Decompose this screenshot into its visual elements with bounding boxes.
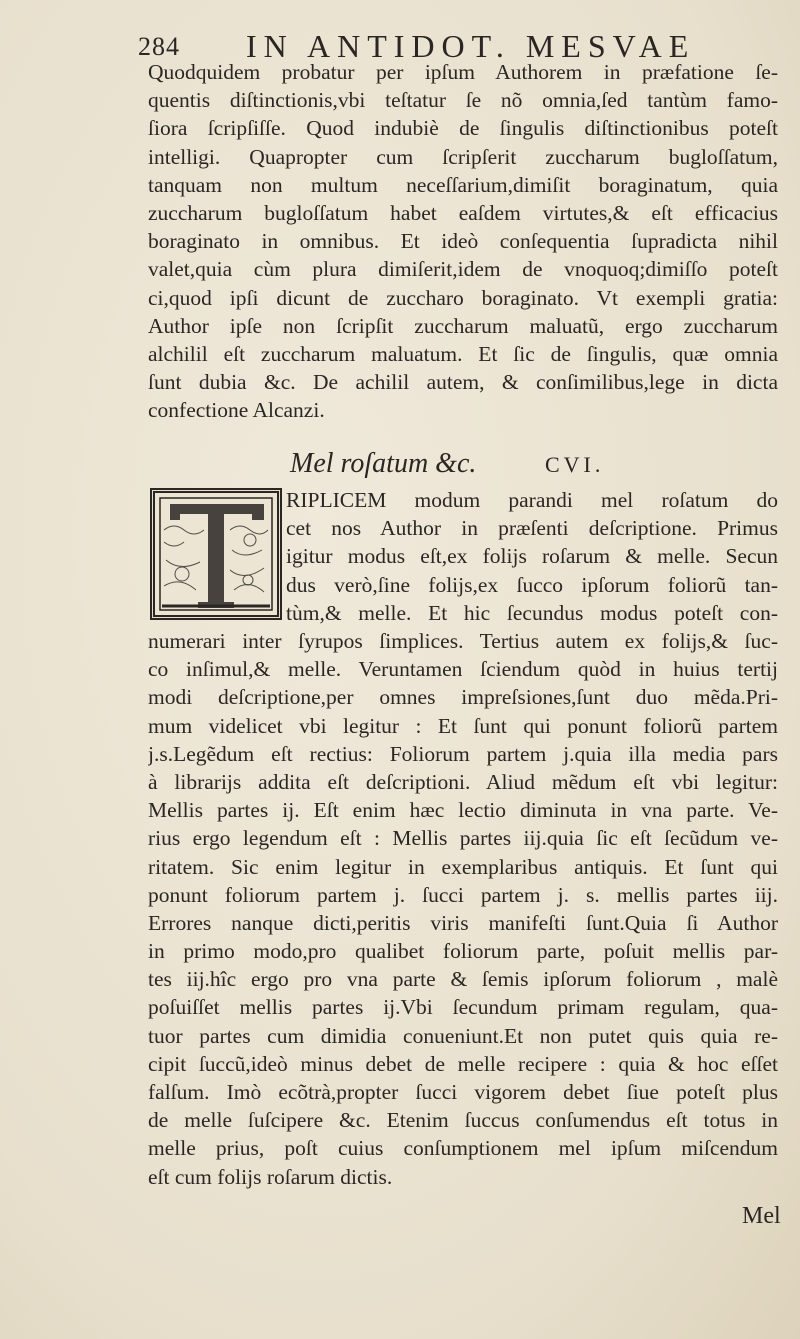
- text-line: Quodquidem probatur per ipſum Authorem in præfatione ſe-: [148, 60, 778, 84]
- running-title: IN ANTIDOT. MESVAE: [246, 28, 696, 64]
- text-line: cet nos Author in præſenti deſcriptione. Primus: [286, 516, 778, 541]
- text-line: rius ergo legendum eſt : Mellis partes iij.quia ſic eſt ſecũdum ve-: [148, 826, 778, 851]
- text-line: igitur modus eſt,ex folijs roſarum & melle. Secun: [286, 544, 778, 569]
- text-line: numerari inter ſyrupos ſimplices. Tertius autem ex folijs,& ſuc-: [148, 629, 778, 653]
- text-line: de melle ſuſcipere &c. Etenim ſuccus conſumendus eſt totus in: [148, 1108, 778, 1133]
- running-head: [138, 22, 778, 62]
- text-line: j.s.Legẽdum eſt rectius: Foliorum partem j.quia illa media pars: [148, 741, 778, 766]
- text-line: co inſimul,& melle. Veruntamen ſciendum quòd in huius tertij: [148, 657, 778, 682]
- text-line: ſiora ſcripſiſſe. Quod indubiè de ſingulis diſtinctionibus poteſt: [148, 116, 778, 141]
- text-line: dus verò,ſine folijs,ex ſucco ipſorum foliorũ tan-: [286, 572, 778, 597]
- page-number: 284: [138, 32, 180, 61]
- text-line: tuor partes cum dimidia conueniunt.Et non putet quis quia re-: [148, 1023, 778, 1048]
- text-line: à librarijs addita eſt deſcriptioni. Aliud mẽdum eſt vbi legitur:: [148, 769, 778, 794]
- text-line: ponunt foliorum partem j. ſucci partem j. s. mellis partes iij.: [148, 882, 778, 907]
- text-line: ci,quod ipſi dicunt de zuccharo boraginato. Vt exempli gratia:: [148, 285, 778, 310]
- text-line: eſt cum folijs roſarum dictis.: [148, 1164, 393, 1189]
- paragraph-1: [148, 58, 778, 424]
- text-line: zuccharum bugloſſatum habet eaſdem virtutes,& eſt efficacius: [148, 200, 778, 225]
- text-line: intelligi. Quapropter cum ſcripſerit zuccharum bugloſſatum,: [148, 144, 778, 169]
- section-title: Mel roſatum &c.: [290, 448, 477, 479]
- text-line: mum videlicet vbi legitur : Et ſunt qui ponunt foliorũ partem: [148, 713, 778, 738]
- text-line: Errores nanque dicti,peritis viris manifeſti ſunt.Quia ſi Author: [148, 910, 778, 935]
- text-line: in primo modo,pro qualibet foliorum parte, poſuit mellis par-: [148, 939, 778, 964]
- text-line: confectione Alcanzi.: [148, 398, 325, 423]
- text-line: cipit ſuccũ,ideò minus debet de melle recipere : quia & hoc eſſet: [148, 1051, 778, 1076]
- catchword: Mel: [742, 1203, 781, 1229]
- text-line: ritatem. Sic enim legitur in exemplaribus antiquis. Et ſunt qui: [148, 854, 778, 879]
- paragraph-2: [148, 627, 778, 1191]
- text-line: quentis diſtinctionis,vbi teſtatur ſe nõ omnia,ſed tantùm famo-: [148, 88, 778, 113]
- section-number: CVI.: [545, 452, 605, 477]
- text-line: tùm,& melle. Et hic ſecundus modus poteſt con-: [286, 600, 778, 625]
- text-line: Mellis partes ij. Eſt enim hæc lectio diminuta in vna parte. Ve-: [148, 798, 778, 823]
- text-line: boraginato in omnibus. Et ideò conſequentia ſupradicta nihil: [148, 229, 778, 254]
- text-line: alchilil eſt zuccharum maluatum. Et ſic de ſingulis, quæ omnia: [148, 341, 778, 366]
- text-line: falſum. Imò ecõtrà,propter ſucci vigorem debet ſiue poteſt plus: [148, 1080, 778, 1104]
- text-line: tes iij.hîc ergo pro vna parte & ſemis ipſorum foliorum , malè: [148, 967, 778, 992]
- text-line: melle prius, poſt cuius conſumptionem mel ipſum miſcendum: [148, 1136, 778, 1161]
- decorated-initial-T-icon: [150, 488, 282, 620]
- text-line: Author ipſe non ſcripſit zuccharum maluatũ, ergo zuccharum: [148, 313, 778, 338]
- text-line: RIPLICEM modum parandi mel roſatum do: [286, 488, 778, 512]
- text-line: valet,quia cùm plura dimiſerit,idem de vnoquoq;dimiſſo poteſt: [148, 257, 778, 282]
- text-line: ſunt dubia &c. De achilil autem, & conſimilibus,lege in dicta: [148, 370, 778, 395]
- text-line: tanquam non multum neceſſarium,dimiſit boraginatum, quia: [148, 172, 778, 197]
- paragraph-2-opening: [286, 486, 778, 627]
- woodcut-initial-icon: [152, 490, 280, 618]
- text-line: poſuiſſet mellis partes ij.Vbi ſecundum primam regulam, qua-: [148, 995, 778, 1020]
- text-line: modi deſcriptione,per omnes impreſsiones,ſunt duo mẽda.Pri-: [148, 685, 778, 710]
- section-heading: [290, 448, 690, 488]
